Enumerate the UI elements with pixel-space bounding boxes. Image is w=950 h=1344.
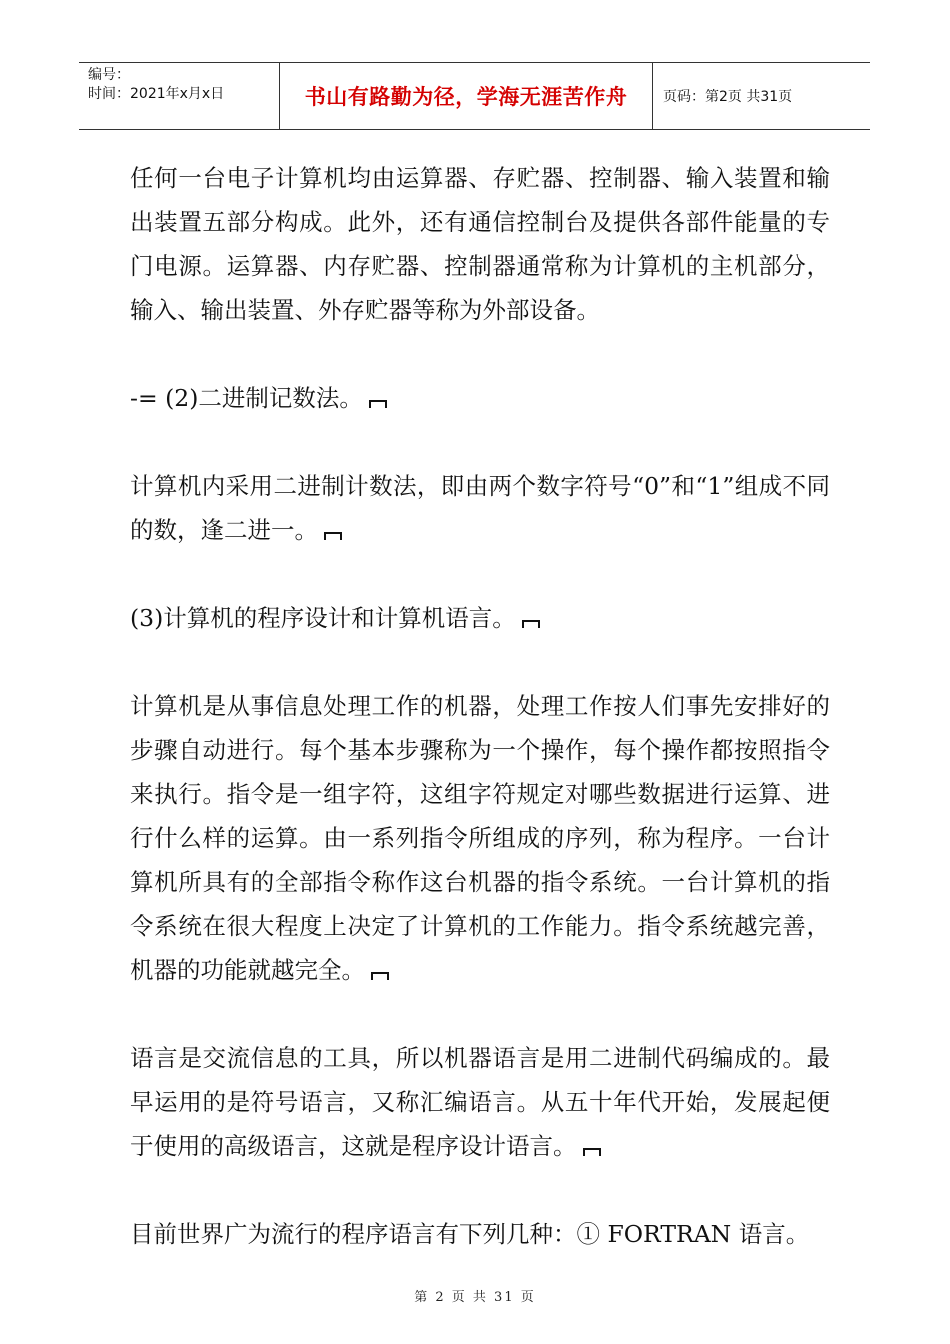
paragraph-instructions-text: 计算机是从事信息处理工作的机器，处理工作按人们事先安排好的步骤自动进行。每个基本步骤称为一个操作，每个操作都按照指令来执行。指令是一组字符，这组字符规定对哪些数据进行运算、进行什么样的运算。由一系列指令所组成的序列，称为程序。一台计算机所具有的全部指令称作这台机器的指令系统。一台计算机的指令系统在很大程度上决定了计算机的工作能力。指令系统越完善，机器的功能就越完全。	[130, 692, 830, 984]
header-page-info: 页码：第2页 共31页	[663, 89, 793, 105]
paragraph-languages	[130, 1036, 830, 1168]
header-motto: 书山有路勤为径，学海无涯苦作舟	[280, 63, 653, 129]
paragraph-instructions	[130, 684, 830, 992]
paragraph-mark-icon	[371, 972, 389, 980]
document-body	[130, 156, 830, 1256]
page-footer: 第 2 页 共 31 页	[414, 1290, 536, 1305]
paragraph-popular-languages: 目前世界广为流行的程序语言有下列几种：① FORTRAN 语言。	[130, 1220, 810, 1248]
section-heading-binary-text: -= (2)二进制记数法。	[130, 384, 363, 412]
paragraph-computer-components: 任何一台电子计算机均由运算器、存贮器、控制器、输入装置和输出装置五部分构成。此外，还有通信控制台及提供各部件能量的专门电源。运算器、内存贮器、控制器通常称为计算机的主机部分，输入、输出装置、外存贮器等称为外部设备。	[130, 164, 830, 324]
section-heading-programming	[130, 596, 830, 640]
header-meta	[79, 63, 280, 129]
paragraph-mark-icon	[369, 400, 387, 408]
paragraph-mark-icon	[583, 1148, 601, 1156]
page-header	[79, 62, 870, 130]
paragraph-languages-text: 语言是交流信息的工具，所以机器语言是用二进制代码编成的。最早运用的是符号语言，又称汇编语言。从五十年代开始，发展起便于使用的高级语言，这就是程序设计语言。	[130, 1044, 830, 1160]
document-number-label: 编号：	[88, 67, 130, 83]
paragraph-binary	[130, 464, 830, 552]
paragraph-mark-icon	[522, 620, 540, 628]
section-heading-binary	[130, 376, 830, 420]
paragraph-mark-icon	[324, 532, 342, 540]
paragraph-binary-text: 计算机内采用二进制计数法，即由两个数字符号“0”和“1”组成不同的数，逢二进一。	[130, 472, 830, 544]
document-date-label: 时间：2021年x月x日	[88, 86, 225, 102]
section-heading-programming-text: (3)计算机的程序设计和计算机语言。	[130, 604, 516, 632]
